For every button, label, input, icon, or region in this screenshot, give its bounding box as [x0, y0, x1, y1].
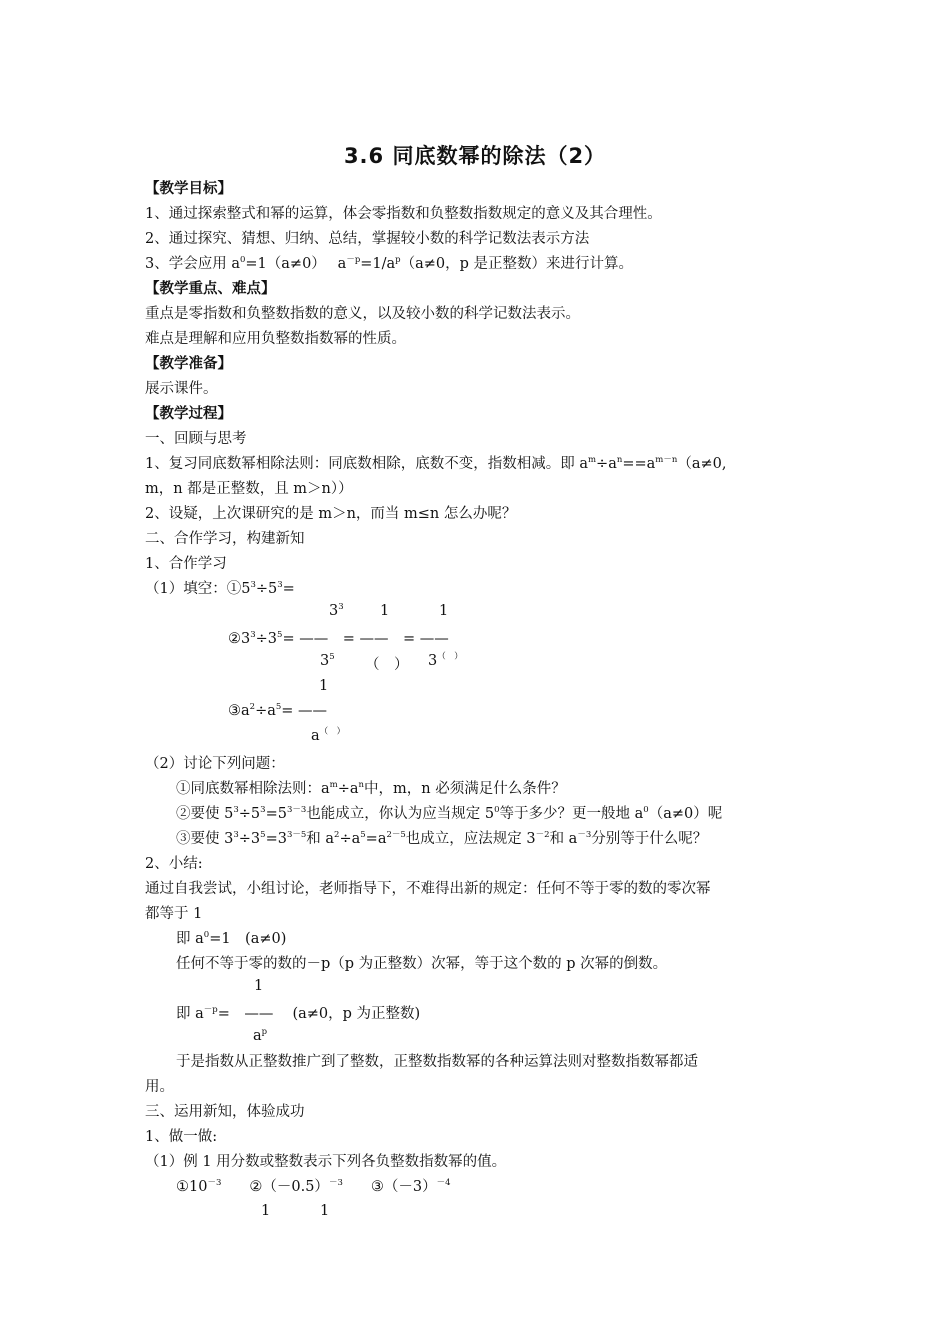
- question-2: 2、设疑，上次课研究的是 m＞n，而当 m≤n 怎么办呢？: [145, 506, 517, 522]
- section-2: 二、合作学习，构建新知: [145, 531, 305, 547]
- fill-blank-1: （1）填空：$①5^3\div 5^3=$: [145, 580, 295, 597]
- q2-denominator-2: （ ）: [365, 657, 409, 673]
- goal-3: 3、学会应用 $a^0=1(a\ne 0)$ $a^{-p}=1/a^p(a\ne 0$，p 是正整数）来进行计算。: [145, 255, 634, 272]
- keypoint-text: 重点是零指数和负整数指数的意义，以及较小数的科学记数法表示。: [145, 306, 580, 322]
- negative-exponent-rule-text: 任何不等于零的数的－p（p 为正整数）次幂，等于这个数的 p 次幂的倒数。: [176, 956, 668, 972]
- review-rule-cont: m，n 都是正整数，且 m＞n））: [145, 481, 353, 497]
- section-3-1: 1、做一做:: [145, 1129, 218, 1145]
- goal-1: 1、通过探索整式和幂的运算，体会零指数和负整数指数规定的意义及其合理性。: [145, 206, 662, 222]
- extension-line-2: 用。: [145, 1079, 174, 1095]
- page-title: 3.6 同底数幂的除法（2）: [343, 144, 607, 168]
- goal-2: 2、通过探究、猜想、归纳、总结，掌握较小数的科学记数法表示方法: [145, 231, 590, 247]
- rule-denominator: $a^p$: [253, 1027, 268, 1044]
- q2-denominator-3: 3（ ）: [428, 652, 463, 669]
- discussion-1: ①同底数幂相除法则：$a^m\div a^n$中，m，n 必须满足什么条件？: [176, 780, 566, 797]
- prep-text: 展示课件。: [145, 381, 218, 397]
- q3-numerator: 1: [319, 678, 329, 694]
- q3-expression: $③a^2\div a^5=$ ——: [228, 702, 328, 719]
- example-items: $①10^{-3}$ $②(-0.5)^{-3}$ $③(-3)^{-4}$: [176, 1178, 451, 1195]
- keypoints-heading: 【教学重点、难点】: [145, 281, 276, 297]
- q2-numerator-3: 1: [439, 603, 449, 619]
- rule-numerator: 1: [254, 978, 264, 994]
- negative-exponent-rule: 即 $a^{-p}=$ —— (a≠0，p 为正整数): [176, 1005, 421, 1022]
- zero-exponent-rule: 即 $a^0=1$ (a≠0): [176, 930, 287, 947]
- review-rule: 1、复习同底数幂相除法则：同底数相除，底数不变，指数相减。即 $a^m\div a^n==a^{m-n}(a\ne 0$,: [145, 455, 727, 472]
- extension-line-1: 于是指数从正整数推广到了整数，正整数指数幂的各种运算法则对整数指数幂都适: [176, 1054, 698, 1070]
- q2-numerator-2: 1: [380, 603, 390, 619]
- summary-heading: 2、小结:: [145, 856, 203, 872]
- answer-numerator-1: 1: [261, 1203, 271, 1219]
- q2-numerator-1: $3^3$: [329, 602, 344, 619]
- answer-numerator-2: 1: [320, 1203, 330, 1219]
- q2-expression: $②3^3\div 3^5=$ —— = —— = ——: [228, 630, 449, 647]
- section-2-1: 1、合作学习: [145, 556, 227, 572]
- section-1: 一、回顾与思考: [145, 431, 247, 447]
- summary-line-1: 通过自我尝试，小组讨论，老师指导下，不难得出新的规定：任何不等于零的数的零次幂: [145, 881, 711, 897]
- example-title: （1）例 1 用分数或整数表示下列各负整数指数幂的值。: [145, 1154, 507, 1170]
- discussion-2: ②要使 $5^3\div 5^3=5^{3-3}$也能成立，你认为应当规定 $5^0$等于多少？更一般地 $a^0(a\ne 0)$呢: [176, 805, 723, 822]
- goals-heading: 【教学目标】: [145, 181, 232, 197]
- process-heading: 【教学过程】: [145, 406, 232, 422]
- discussion-3: ③要使 $3^3\div 3^5=3^{3-5}$和 $a^2\div a^5=a^{2-5}$也成立，应法规定 $3^{-2}$和 $a^{-3}$分别等于什么呢？: [176, 830, 708, 847]
- q2-denominator-1: $3^5$: [320, 652, 335, 669]
- discussion-heading: （2）讨论下列问题：: [145, 756, 285, 772]
- section-3: 三、运用新知，体验成功: [145, 1104, 305, 1120]
- prep-heading: 【教学准备】: [145, 356, 232, 372]
- q3-denominator: a（ ）: [311, 727, 346, 744]
- summary-line-2: 都等于 1: [145, 906, 203, 922]
- difficulty-text: 难点是理解和应用负整数指数幂的性质。: [145, 331, 406, 347]
